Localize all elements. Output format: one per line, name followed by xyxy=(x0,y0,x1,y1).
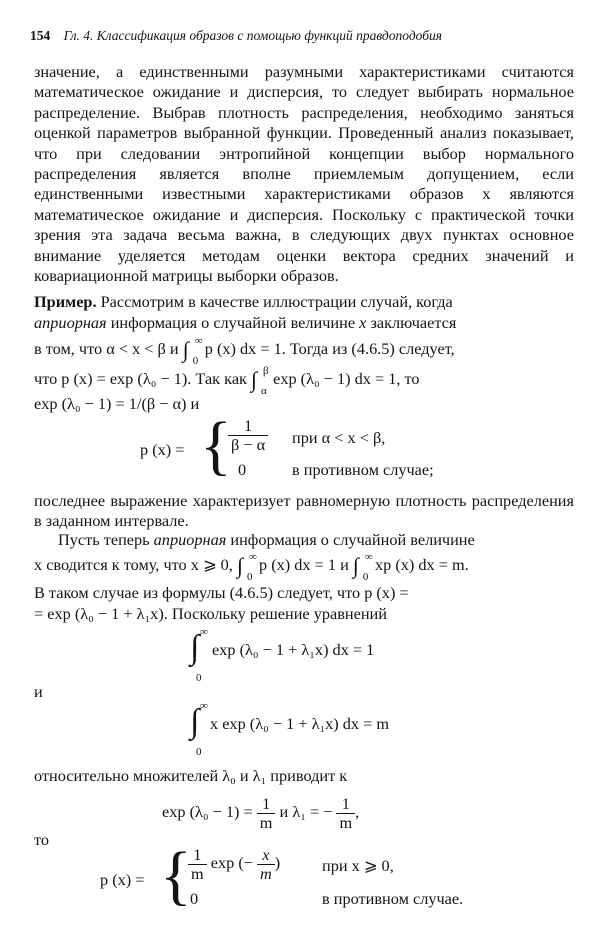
integral-sign: ∫ xyxy=(182,337,189,363)
eq5-brace: { xyxy=(160,839,192,912)
integral-upper: β xyxy=(263,365,269,377)
integral-sign: ∫ xyxy=(190,703,200,740)
eq4-end: , xyxy=(355,802,360,822)
eq4-frac2-den: m xyxy=(339,813,353,832)
example-l2-var: x xyxy=(359,313,367,332)
eq1-val2: 0 xyxy=(238,460,247,479)
example-line-4 xyxy=(34,365,574,397)
integral-lower: 0 xyxy=(192,355,199,367)
eq5-xfrac-num: x xyxy=(257,846,275,865)
eq3 xyxy=(188,696,448,756)
eq1-brace: { xyxy=(200,409,232,482)
para3-l2-mid: p (x) dx = 1 и xyxy=(254,555,353,574)
integral-sign: ∫ xyxy=(352,553,359,579)
example-l4-text: что p (x) = exp (λ₀ − 1). Так как xyxy=(34,369,252,388)
integral-upper: ∞ xyxy=(248,551,257,563)
multipliers-line: относительно множителей λ₀ и λ₁ приводит к xyxy=(34,766,348,785)
eq5-paren-close: ) xyxy=(274,853,281,873)
example-apriori: априорная xyxy=(34,313,107,332)
eq1-num: 1 xyxy=(228,417,268,436)
eq5-lhs: p (x) = xyxy=(100,870,145,889)
example-line-3 xyxy=(34,335,574,367)
eq5-frac-num: 1 xyxy=(188,846,207,865)
para3-l2-end: xp (x) dx = m. xyxy=(370,555,469,574)
eq3-body: x exp (λ₀ − 1 + λ₁x) dx = m xyxy=(210,714,390,733)
eq5-xfrac-den: m xyxy=(260,864,272,883)
integral-sign: ∫ xyxy=(251,367,258,393)
integral-upper: ∞ xyxy=(200,700,208,712)
eq1-cond2: в противном случае; xyxy=(292,460,434,479)
page-number: 154 xyxy=(30,28,51,43)
example-l3-end: p (x) dx = 1. Тогда из (4.6.5) следует, xyxy=(200,339,455,358)
eq4-frac1-num: 1 xyxy=(257,795,276,814)
para3-l1-end: информация о случайной величине xyxy=(226,530,475,549)
running-header xyxy=(30,28,570,44)
eq5-expr xyxy=(188,846,280,883)
eq5-cond1: при x ⩾ 0, xyxy=(322,856,394,875)
example-line-1 xyxy=(34,292,574,312)
integral-sign: ∫ xyxy=(236,553,243,579)
eq1-fraction xyxy=(228,417,268,454)
then-word: то xyxy=(34,830,50,849)
integral-upper: ∞ xyxy=(194,335,203,347)
integral-lower: 0 xyxy=(196,746,202,758)
example-label: Пример. xyxy=(34,292,97,311)
para3-apriori: априорная xyxy=(153,530,227,549)
example-line-2 xyxy=(34,313,574,333)
eq4 xyxy=(162,795,359,832)
integral-sign: ∫ xyxy=(190,629,200,666)
eq5-frac-den: m xyxy=(191,864,204,883)
integral-lower: 0 xyxy=(246,571,253,583)
paragraph-intro: значение, а единственными разумными характеристиками считаются математическое ожидание и дисперсия, то следует выбирать нормальное распределение. Выбрав плотность распределения, необходимо заняться оценкой параметров выбранной функции. Проведенный анализ показывает, что при следовании энтропийной концепции выбор нормального распределения является вполне приемлемым допущением, если единственными известными характеристиками образов x являются математическое ожидание и дисперсия. Поскольку с практической точки зрения эта задача весьма важна, в следующих двух пунктах основное внимание уделяется методам оценки вектора средних значений и ковариационной матрицы выборки образов. xyxy=(34,62,574,286)
para3-line-3: В таком случае из формулы (4.6.5) следует, что p (x) = xyxy=(34,583,409,602)
eq5-paren-open: (− xyxy=(238,853,253,873)
para3-l1-text: Пусть теперь xyxy=(58,530,154,549)
eq5-cond2: в противном случае. xyxy=(322,889,464,908)
para3-line-2 xyxy=(34,551,574,583)
eq1-den: β − α xyxy=(231,435,266,454)
eq2-body: exp (λ₀ − 1 + λ₁x) dx = 1 xyxy=(212,640,375,659)
eq4-mid: и λ₁ = − xyxy=(279,802,333,822)
paragraph-uniform: последнее выражение характеризует равномерную плотность распределения в заданном интервале. xyxy=(34,491,574,531)
example-l3-text: в том, что α < x < β и xyxy=(34,339,183,358)
eq2 xyxy=(188,622,448,682)
example-l1-text: Рассмотрим в качестве иллюстрации случай, когда xyxy=(96,292,453,311)
eq1-lhs: p (x) = xyxy=(140,440,185,459)
integral-upper: ∞ xyxy=(364,551,373,563)
eq5-exp: exp xyxy=(210,853,235,873)
eq4-frac1-den: m xyxy=(259,813,273,832)
integral-lower: 0 xyxy=(362,571,369,583)
example-line-5: exp (λ₀ − 1) = 1/(β − α) и xyxy=(34,394,200,413)
example-l4-end: exp (λ₀ − 1) dx = 1, то xyxy=(269,369,420,388)
and-word: и xyxy=(34,682,43,701)
integral-lower: α xyxy=(261,385,267,397)
integral-lower: 0 xyxy=(196,672,202,684)
integral-upper: ∞ xyxy=(200,626,208,638)
example-l2-end: заключается xyxy=(366,313,457,332)
running-title: Гл. 4. Классификация образов с помощью функций правдоподобия xyxy=(63,28,443,43)
para3-line-4: = exp (λ₀ − 1 + λ₁x). Поскольку решение уравнений xyxy=(34,604,387,623)
eq4-frac2-num: 1 xyxy=(336,795,355,814)
para3-l2-text: x сводится к тому, что x ⩾ 0, xyxy=(34,555,237,574)
eq1-cond1: при α < x < β, xyxy=(292,428,386,447)
example-l2-text: информация о случайной величине xyxy=(106,313,360,332)
eq4-lhs: exp (λ₀ − 1) = xyxy=(162,802,253,822)
eq5-val2: 0 xyxy=(190,889,199,908)
para3-line-1 xyxy=(34,530,574,550)
